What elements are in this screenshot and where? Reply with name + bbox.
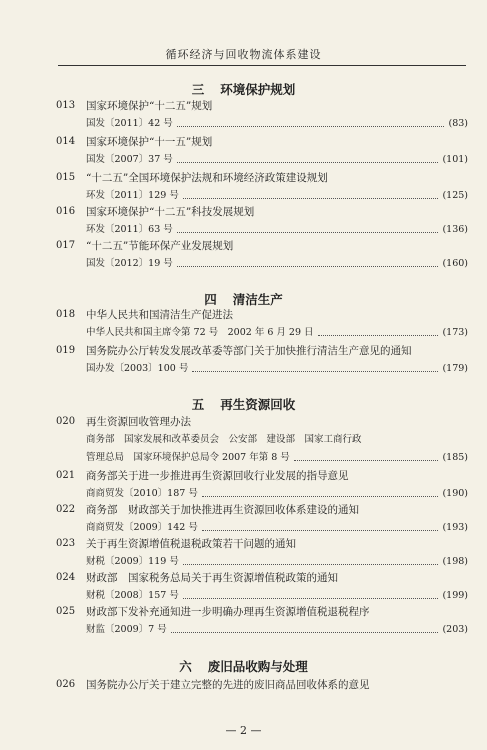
entry-title-row <box>56 501 468 519</box>
header-rule <box>58 65 466 66</box>
section-title: 环境保护规划 <box>220 82 296 97</box>
entry-number: 023 <box>56 538 76 549</box>
page-reference: (185) <box>442 452 468 463</box>
document-number: 国发〔2007〕37 号 <box>86 154 173 165</box>
toc-entry <box>56 603 468 639</box>
document-number: 财监〔2009〕7 号 <box>86 624 167 635</box>
page-reference: (193) <box>442 522 468 533</box>
dot-leader <box>171 631 439 633</box>
entry-source-line <box>86 449 468 467</box>
entry-source-line <box>86 360 468 378</box>
entry-title-row <box>56 97 468 115</box>
document-number: 管理总局 国家环境保护总局令 2007 年第 8 号 <box>86 452 290 463</box>
document-number: 财税〔2008〕157 号 <box>86 590 179 601</box>
entry-title: 财政部 国家税务总局关于再生资源增值税政策的通知 <box>86 572 338 584</box>
entry-title-row <box>56 603 468 621</box>
entry-title-row <box>56 133 468 151</box>
entry-number: 015 <box>56 172 76 183</box>
entry-title: 中华人民共和国清洁生产促进法 <box>86 309 233 321</box>
section-title: 再生资源回收 <box>220 397 296 412</box>
toc-entry <box>56 676 468 694</box>
entry-title-row <box>56 306 468 324</box>
dot-leader <box>177 265 439 267</box>
document-number: 国发〔2011〕42 号 <box>86 118 173 129</box>
entry-source-line <box>86 151 468 169</box>
document-number: 环发〔2011〕129 号 <box>86 190 179 201</box>
toc-entry <box>56 342 468 378</box>
entry-source-line <box>86 115 468 133</box>
dot-leader <box>183 563 439 565</box>
entry-title: “十二五”全国环境保护法规和环境经济政策建设规划 <box>86 172 328 184</box>
toc-entry <box>56 203 468 239</box>
document-number: 商商贸发〔2009〕142 号 <box>86 522 198 533</box>
entry-title-row <box>56 676 468 694</box>
section-number: 三 <box>191 82 205 97</box>
entry-title-row <box>56 169 468 187</box>
section-number: 五 <box>191 397 205 412</box>
dot-leader <box>183 597 439 599</box>
entry-title: 国务院办公厅转发发展改革委等部门关于加快推行清洁生产意见的通知 <box>86 345 412 357</box>
toc-entry <box>56 413 468 467</box>
dot-leader <box>202 495 439 497</box>
entry-number: 017 <box>56 240 76 251</box>
entry-source-line <box>86 621 468 639</box>
entry-number: 013 <box>56 100 76 111</box>
section-heading <box>0 80 487 98</box>
entry-title: 财政部下发补充通知进一步明确办理再生资源增值税退税程序 <box>86 606 370 618</box>
section-number: 六 <box>179 659 192 674</box>
toc-entry <box>56 306 468 342</box>
entry-title-row <box>56 413 468 431</box>
page-number: — 2 — <box>225 724 262 737</box>
entry-number: 020 <box>56 416 76 427</box>
dot-leader <box>202 529 439 531</box>
entry-title-row <box>56 237 468 255</box>
entry-number: 018 <box>56 309 76 320</box>
document-number: 商务部 国家发展和改革委员会 公安部 建设部 国家工商行政 <box>86 434 362 445</box>
dot-leader <box>192 370 438 372</box>
dot-leader <box>177 125 445 127</box>
dot-leader <box>318 334 439 336</box>
toc-entry <box>56 97 468 133</box>
entry-source-line <box>86 255 468 273</box>
entry-title: 国家环境保护“十一五”规划 <box>86 136 213 148</box>
dot-leader <box>183 197 439 199</box>
document-number: 中华人民共和国主席令第 72 号 2002 年 6 月 29 日 <box>86 327 314 338</box>
entry-title: 再生资源回收管理办法 <box>86 416 191 428</box>
page-reference: (203) <box>442 624 468 635</box>
page-reference: (198) <box>442 556 468 567</box>
section-heading <box>0 657 487 675</box>
entry-number: 021 <box>56 470 76 481</box>
page-reference: (179) <box>442 363 468 374</box>
entry-title: 商务部关于进一步推进再生资源回收行业发展的指导意见 <box>86 470 349 482</box>
running-head: 循环经济与回收物流体系建设 <box>165 48 322 61</box>
entry-number: 025 <box>56 606 76 617</box>
toc-entry <box>56 467 468 503</box>
toc-entry <box>56 133 468 169</box>
section-number: 四 <box>204 292 217 307</box>
section-title: 废旧品收购与处理 <box>207 659 308 674</box>
dot-leader <box>177 231 439 233</box>
entry-title: 关于再生资源增值税退税政策若干问题的通知 <box>86 538 296 550</box>
dot-leader <box>177 161 439 163</box>
entry-title: 商务部 财政部关于加快推进再生资源回收体系建设的通知 <box>86 504 359 516</box>
page-reference: (173) <box>442 327 468 338</box>
page-reference: (199) <box>442 590 468 601</box>
page-reference: (101) <box>442 154 468 165</box>
document-number: 环发〔2011〕63 号 <box>86 224 173 235</box>
entry-source-line <box>86 431 468 449</box>
section-title: 清洁生产 <box>232 292 283 307</box>
dot-leader <box>294 459 439 461</box>
entry-source-line <box>86 324 468 342</box>
entry-number: 024 <box>56 572 76 583</box>
entry-number: 022 <box>56 504 76 515</box>
document-number: 国办发〔2003〕100 号 <box>86 363 189 374</box>
toc-entry <box>56 535 468 571</box>
entry-title-row <box>56 535 468 553</box>
entry-title: 国家环境保护“十二五”科技发展规划 <box>86 206 255 218</box>
document-number: 商商贸发〔2010〕187 号 <box>86 488 198 499</box>
toc-entry <box>56 569 468 605</box>
toc-entry <box>56 169 468 205</box>
toc-entry <box>56 237 468 273</box>
toc-entry <box>56 501 468 537</box>
entry-title: 国家环境保护“十二五”规划 <box>86 100 213 112</box>
entry-number: 014 <box>56 136 76 147</box>
page-reference: (125) <box>442 190 468 201</box>
entry-number: 016 <box>56 206 76 217</box>
page-reference: (160) <box>442 258 468 269</box>
entry-title-row <box>56 569 468 587</box>
entry-title: “十二五”节能环保产业发展规划 <box>86 240 234 252</box>
entry-number: 019 <box>56 345 76 356</box>
section-heading <box>0 395 487 413</box>
entry-title-row <box>56 467 468 485</box>
entry-title: 国务院办公厅关于建立完整的先进的废旧商品回收体系的意见 <box>86 679 370 691</box>
entry-title-row <box>56 203 468 221</box>
entry-number: 026 <box>56 679 76 690</box>
page-reference: (136) <box>442 224 468 235</box>
entry-title-row <box>56 342 468 360</box>
document-number: 财税〔2009〕119 号 <box>86 556 179 567</box>
document-number: 国发〔2012〕19 号 <box>86 258 173 269</box>
page-reference: (83) <box>448 118 468 129</box>
page-reference: (190) <box>442 488 468 499</box>
